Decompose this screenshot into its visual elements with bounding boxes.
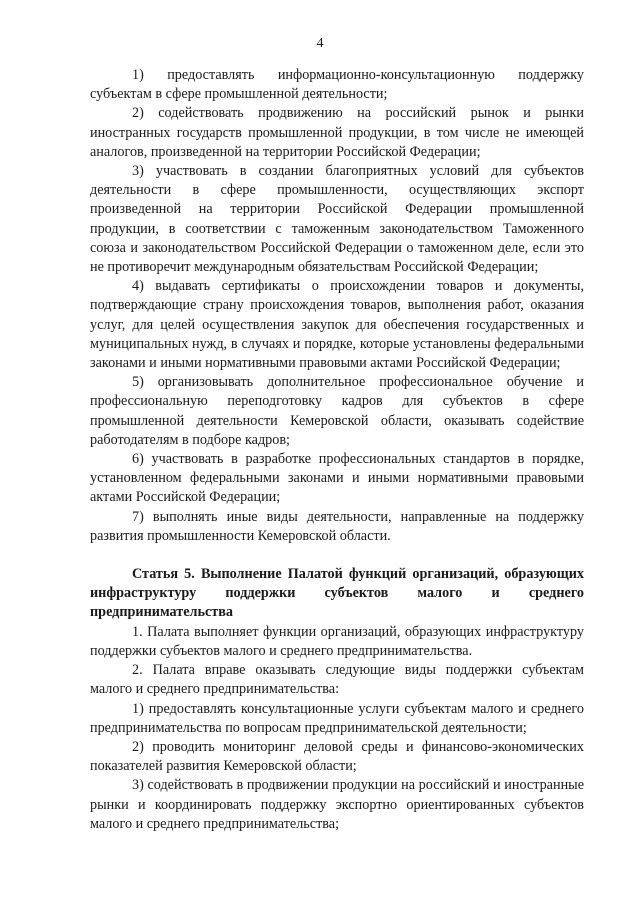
- paragraph-item-5: 5) организовывать дополнительное профессиональное обучение и профессиональную переподготовку кадров для субъектов в сфере промышленной деятельности Кемеровской области, оказывать содействие работодателям в подборе кадров;: [90, 374, 584, 448]
- support-item-1: 1) предоставлять консультационные услуги субъектам малого и среднего предпринимательства по вопросам предпринимательской деятельности;: [90, 700, 584, 736]
- document-body: [90, 66, 584, 834]
- section-spacer: [90, 546, 584, 565]
- paragraph-item-7: 7) выполнять иные виды деятельности, направленные на поддержку развития промышленности Кемеровской области.: [90, 508, 584, 544]
- support-item-3: 3) содействовать в продвижении продукции на российский и иностранные рынки и координировать поддержку экспортно ориентированных субъектов малого и среднего предпринимательства;: [90, 777, 584, 832]
- article-5-paragraph-2: 2. Палата вправе оказывать следующие виды поддержки субъектам малого и среднего предпринимательства:: [90, 662, 584, 698]
- paragraph-item-6: 6) участвовать в разработке профессиональных стандартов в порядке, установленном федеральными законами и иными нормативными правовыми актами Российской Федерации;: [90, 451, 584, 506]
- paragraph-item-4: 4) выдавать сертификаты о происхождении товаров и документы, подтверждающие страну происхождения товаров, выполнения работ, оказания услуг, для целей осуществления закупок для обеспечения государственных и муниципальных нужд, в случаях и порядке, которые установлены федеральными законами и иными нормативными правовыми актами Российской Федерации;: [90, 278, 584, 372]
- paragraph-item-1: 1) предоставлять информационно-консультационную поддержку субъектам в сфере промышленной деятельности;: [90, 67, 584, 103]
- paragraph-item-3: 3) участвовать в создании благоприятных условий для субъектов деятельности в сфере промышленности, осуществляющих экспорт произведенной на территории Российской Федерации промышленной продукции, в соответствии с таможенным законодательством Таможенного союза и законодательством Российской Федерации о таможенном деле, если это не противоречит международным обязательствам Российской Федерации;: [90, 163, 584, 276]
- page-number: 4: [316, 36, 324, 51]
- article-5-paragraph-1: 1. Палата выполняет функции организаций, образующих инфраструктуру поддержки субъектов малого и среднего предпринимательства.: [90, 623, 584, 659]
- support-item-2: 2) проводить мониторинг деловой среды и финансово-экономических показателей развития Кемеровской области;: [90, 738, 584, 775]
- paragraph-item-2: 2) содействовать продвижению на российский рынок и рынки иностранных государств промышленной продукции, в том числе не имеющей аналогов, произведенной на территории Российской Федерации;: [90, 105, 584, 160]
- article-5-heading: Статья 5. Выполнение Палатой функций организаций, образующих инфраструктуру поддержки субъектов малого и среднего предпринимательства: [90, 566, 584, 621]
